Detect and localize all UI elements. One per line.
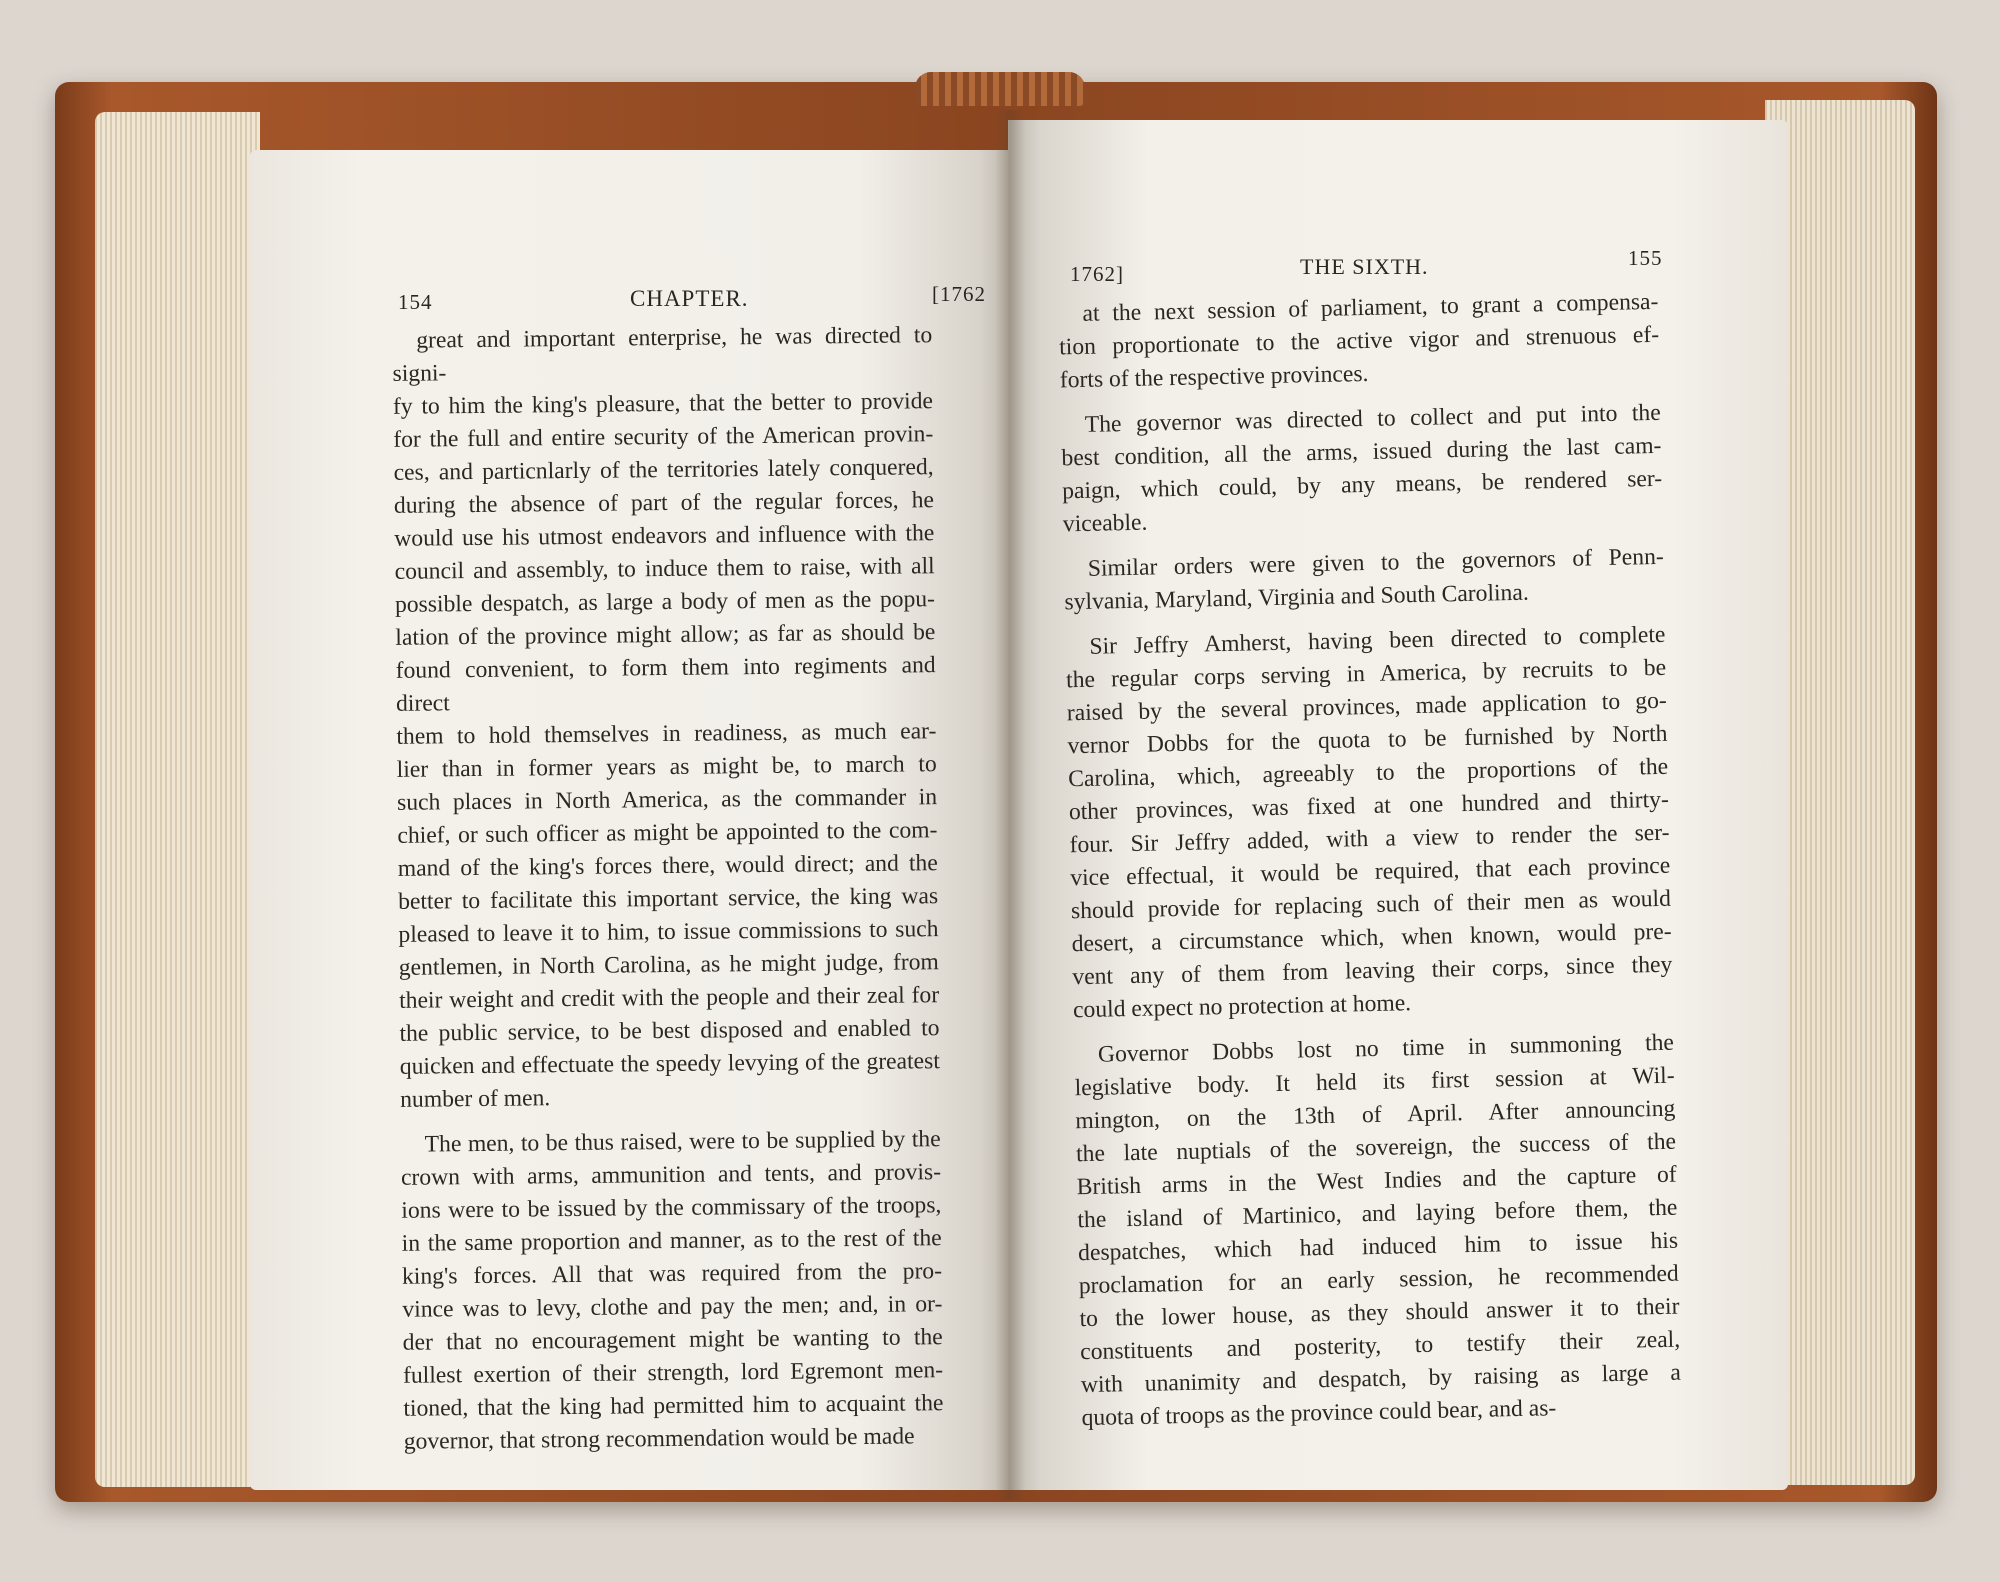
text-line: despatches, which had induced him to issue his (1077, 1227, 1679, 1267)
text-line: vernor Dobbs for the quota to be furnished by North (1067, 720, 1668, 760)
text-line: der that no encouragement might be wanting to the (402, 1324, 943, 1356)
text-line: lier than in former years as might be, to march to (396, 751, 937, 783)
text-line: for the full and entire security of the American provin- (393, 421, 934, 453)
text-line: the late nuptials of the sovereign, the success of the (1075, 1128, 1677, 1168)
text-line: paign, which could, by any means, be rendered ser- (1061, 465, 1663, 505)
text-line: Similar orders were given to the governors of Penn- (1087, 543, 1664, 582)
text-line: them to hold themselves in readiness, as much ear- (396, 718, 937, 750)
text-line: at the next session of parliament, to grant a compensa- (1082, 288, 1659, 327)
text-line: in the same proportion and manner, as to the rest of the (401, 1225, 942, 1257)
text-line: possible despatch, as large a body of men as the popu- (394, 586, 936, 618)
text-line: the island of Martinico, and laying before them, the (1077, 1194, 1678, 1234)
text-line: king's forces. All that was required from the pro- (401, 1258, 943, 1290)
text-line: forts of the respective provinces. (1059, 360, 1369, 394)
text-line: ions were to be issued by the commissary of the troops, (401, 1192, 942, 1224)
text-line: The governor was directed to collect and put into the (1084, 399, 1661, 438)
text-line: four. Sir Jeffry added, with a view to render the ser- (1069, 819, 1670, 859)
text-line: sylvania, Maryland, Virginia and South Carolina. (1064, 579, 1529, 616)
text-line: legislative body. It held its first session at Wil- (1074, 1062, 1675, 1102)
text-line: viceable. (1062, 509, 1148, 538)
text-line: desert, a circumstance which, when known, would pre- (1071, 918, 1672, 958)
text-line: great and important enterprise, he was directed to signi- (392, 322, 933, 387)
text-line: British arms in the West Indies and the capture of (1076, 1161, 1677, 1201)
text-line: best condition, all the arms, issued during the last cam- (1061, 432, 1662, 472)
left-page (250, 150, 1010, 1490)
text-line: better to facilitate this important service, the king was (397, 883, 939, 915)
text-line: the regular corps serving in America, by recruits to be (1065, 654, 1667, 694)
text-line: could expect no protection at home. (1072, 990, 1412, 1024)
text-line: vent any of them from leaving their corps, since they (1072, 951, 1673, 991)
text-line: quota of troops as the province could bear, and as- (1081, 1395, 1557, 1432)
text-line: Sir Jeffry Amherst, having been directed to complete (1089, 621, 1666, 660)
text-line: number of men. (400, 1085, 551, 1113)
left-year: [1762 (932, 282, 986, 306)
right-year: 1762] (1070, 262, 1124, 286)
text-line: mington, on the 13th of April. After announcing (1075, 1095, 1676, 1135)
text-line: such places in North America, as the commander in (396, 784, 938, 816)
text-line: to the lower house, as they should answer it to their (1079, 1293, 1680, 1333)
text-line: council and assembly, to induce them to raise, with all (394, 553, 935, 585)
left-page-edges (95, 112, 260, 1487)
text-line: should provide for replacing such of their men as would (1070, 885, 1672, 925)
text-line: tion proportionate to the active vigor and strenuous ef- (1058, 321, 1660, 361)
text-line: crown with arms, ammunition and tents, and provis- (400, 1159, 942, 1191)
text-line: constituents and posterity, to testify their zeal, (1079, 1326, 1681, 1366)
text-line: their weight and credit with the people and their zeal for (399, 982, 940, 1014)
text-line: quicken and effectuate the speedy levying of the greatest (399, 1048, 940, 1080)
book-gutter (995, 110, 1025, 1500)
text-line: mand of the king's forces there, would direct; and the (397, 850, 938, 882)
text-line: chief, or such officer as might be appointed to the com- (397, 817, 938, 849)
right-page-number: 155 (1628, 246, 1663, 270)
text-line: fy to him the king's pleasure, that the better to provide (392, 388, 934, 420)
text-line: tioned, that the king had permitted him to acquaint the (403, 1390, 944, 1422)
left-running-head: CHAPTER. (630, 286, 749, 311)
text-line: raised by the several provinces, made application to go- (1066, 687, 1667, 727)
text-line: gentlemen, in North Carolina, as he might judge, from (398, 949, 939, 981)
text-line: governor, that strong recommendation would be made (403, 1423, 915, 1455)
left-page-number: 154 (398, 290, 433, 314)
text-line: found convenient, to form them into regiments and direct (395, 652, 936, 717)
text-line: Governor Dobbs lost no time in summoning the (1097, 1029, 1675, 1068)
text-line: vince was to levy, clothe and pay the men; and, in or- (402, 1291, 943, 1323)
text-line: other provinces, was fixed at one hundred and thirty- (1068, 786, 1670, 826)
text-line: ces, and particnlarly of the territories lately conquered, (393, 454, 934, 486)
right-body-text (1058, 286, 1682, 1435)
text-line: proclamation for an early session, he recommended (1078, 1260, 1679, 1300)
text-line: Carolina, which, agreeably to the proportions of the (1067, 753, 1669, 793)
text-line: pleased to leave it to him, to issue commissions to such (398, 916, 939, 948)
text-line: during the absence of part of the regular forces, he (393, 487, 935, 519)
left-body-text (392, 319, 944, 1459)
text-line: the public service, to be best disposed and enabled to (399, 1015, 940, 1047)
text-line: vice effectual, it would be required, that each province (1070, 852, 1671, 892)
text-line: with unanimity and despatch, by raising as large a (1080, 1359, 1682, 1399)
text-line: The men, to be thus raised, were to be supplied by the (424, 1126, 941, 1158)
text-line: fullest exertion of their strength, lord Egremont men- (402, 1357, 944, 1389)
right-running-head: THE SIXTH. (1300, 254, 1429, 279)
spine-headband (915, 72, 1085, 106)
text-line: would use his utmost endeavors and influence with the (394, 520, 935, 552)
right-page (1008, 120, 1788, 1490)
text-line: lation of the province might allow; as far as should be (395, 619, 936, 651)
